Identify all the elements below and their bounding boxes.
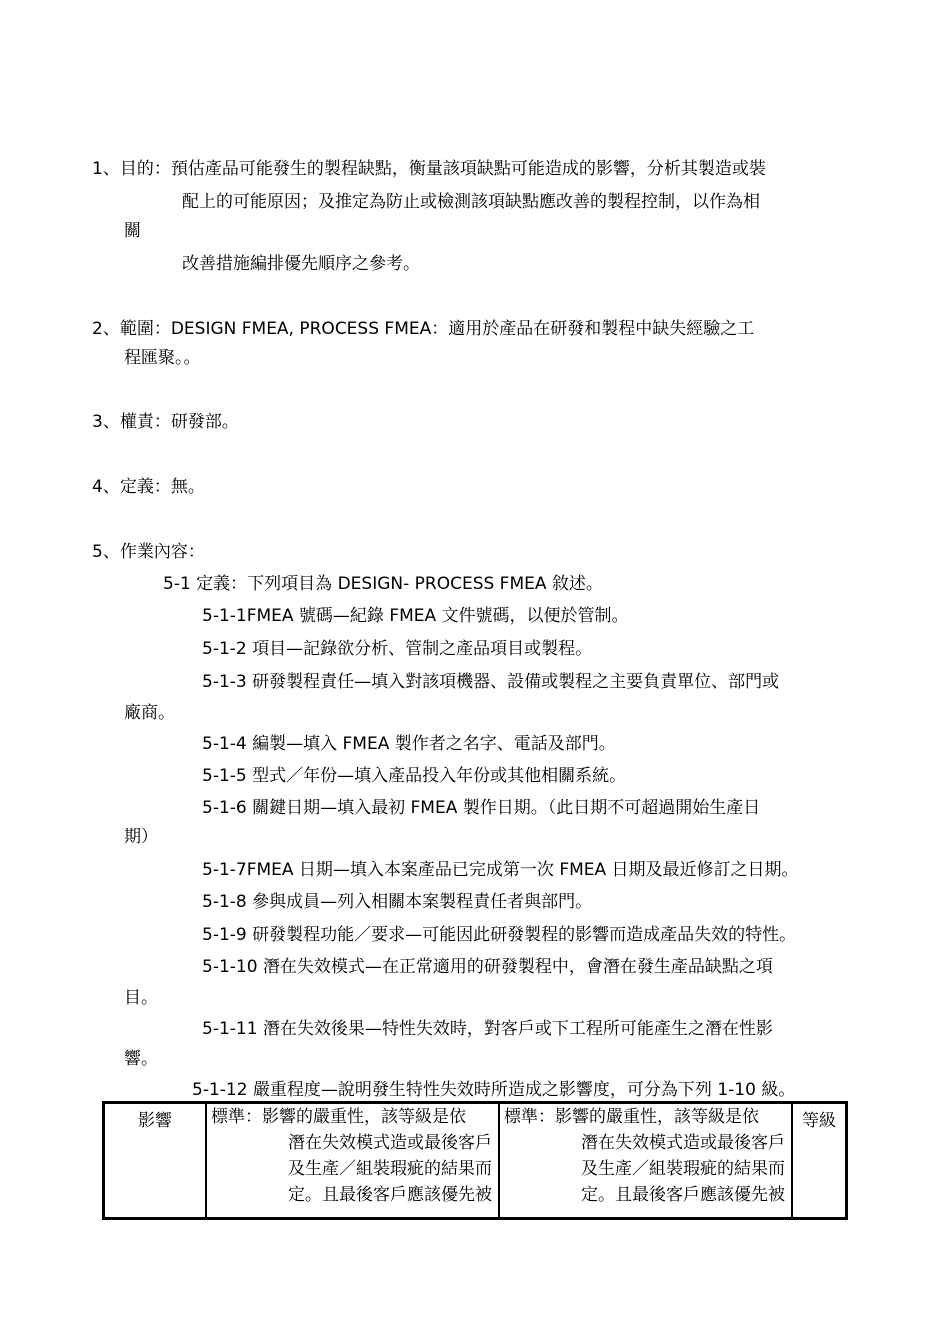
section-1-line-1: 1、目的：預估產品可能發生的製程缺點，衡量該項缺點可能造成的影響，分析其製造或裝 [92,159,766,179]
item-5-1-7: 5-1-7FMEA 日期—填入本案產品已完成第一次 FMEA 日期及最近修訂之日期。 [202,860,799,880]
criteria-2-line-4: 定。且最後客戶應該優先被 [581,1185,785,1205]
item-5-1-6-cont: 期） [124,827,158,847]
item-5-1-5: 5-1-5 型式／年份—填入產品投入年份或其他相關系統。 [202,766,627,786]
section-2-line-2: 程匯聚。。 [124,348,201,368]
item-5-1-11-cont: 響。 [124,1049,158,1069]
section-5-1-heading: 5-1 定義：下列項目為 DESIGN- PROCESS FMEA 敘述。 [163,574,603,594]
section-4: 4、定義：無。 [92,477,205,497]
item-5-1-8: 5-1-8 參與成員—列入相關本案製程責任者與部門。 [202,892,593,912]
criteria-2-line-2: 潛在失效模式造或最後客戶 [581,1133,785,1153]
item-5-1-3: 5-1-3 研發製程責任—填入對該項機器、設備或製程之主要負責單位、部門或 [202,672,780,692]
criteria-1-line-4: 定。且最後客戶應該優先被 [288,1185,492,1205]
section-2-line-1: 2、範圍：DESIGN FMEA, PROCESS FMEA：適用於產品在研發和製程中缺失經驗之工 [92,319,755,339]
criteria-1-line-1: 標準：影響的嚴重性，該等級是依 [211,1107,466,1127]
item-5-1-10-cont: 目。 [124,988,158,1008]
criteria-2-line-1: 標準：影響的嚴重性，該等級是依 [504,1107,759,1127]
criteria-cell-2 [499,1103,792,1219]
item-5-1-4: 5-1-4 編製—填入 FMEA 製作者之名字、電話及部門。 [202,734,616,754]
effect-header: 影響 [104,1103,207,1219]
section-3: 3、權責：研發部。 [92,412,239,432]
section-1-line-4: 改善措施編排優先順序之參考。 [182,254,420,274]
section-5-title: 5、作業內容： [92,542,205,562]
item-5-1-9: 5-1-9 研發製程功能／要求—可能因此研發製程的影響而造成產品失效的特性。 [202,925,797,945]
criteria-cell-1 [206,1103,499,1219]
item-5-1-2: 5-1-2 項目—記錄欲分析、管制之產品項目或製程。 [202,639,593,659]
section-1-line-3: 關 [124,221,141,241]
item-5-1-6: 5-1-6 關鍵日期—填入最初 FMEA 製作日期。（此日期不可超過開始生產日 [202,798,761,818]
item-5-1-12: 5-1-12 嚴重程度—說明發生特性失效時所造成之影響度，可分為下列 1-10 級。 [192,1080,796,1100]
severity-table [102,1101,848,1220]
section-1-line-2: 配上的可能原因；及推定為防止或檢測該項缺點應改善的製程控制，以作為相 [182,192,760,212]
criteria-2-line-3: 及生產／組裝瑕疵的結果而 [581,1159,785,1179]
item-5-1-11: 5-1-11 潛在失效後果—特性失效時，對客戶或下工程所可能產生之潛在性影 [202,1019,773,1039]
criteria-1-line-2: 潛在失效模式造或最後客戶 [288,1133,492,1153]
item-5-1-1: 5-1-1FMEA 號碼—紀錄 FMEA 文件號碼，以便於管制。 [202,606,629,626]
rank-header: 等級 [792,1103,847,1219]
table-row [104,1103,847,1219]
item-5-1-10: 5-1-10 潛在失效模式—在正常適用的研發製程中，會潛在發生產品缺點之項 [202,957,773,977]
criteria-1-line-3: 及生產／組裝瑕疵的結果而 [288,1159,492,1179]
item-5-1-3-cont: 廠商。 [124,703,175,723]
